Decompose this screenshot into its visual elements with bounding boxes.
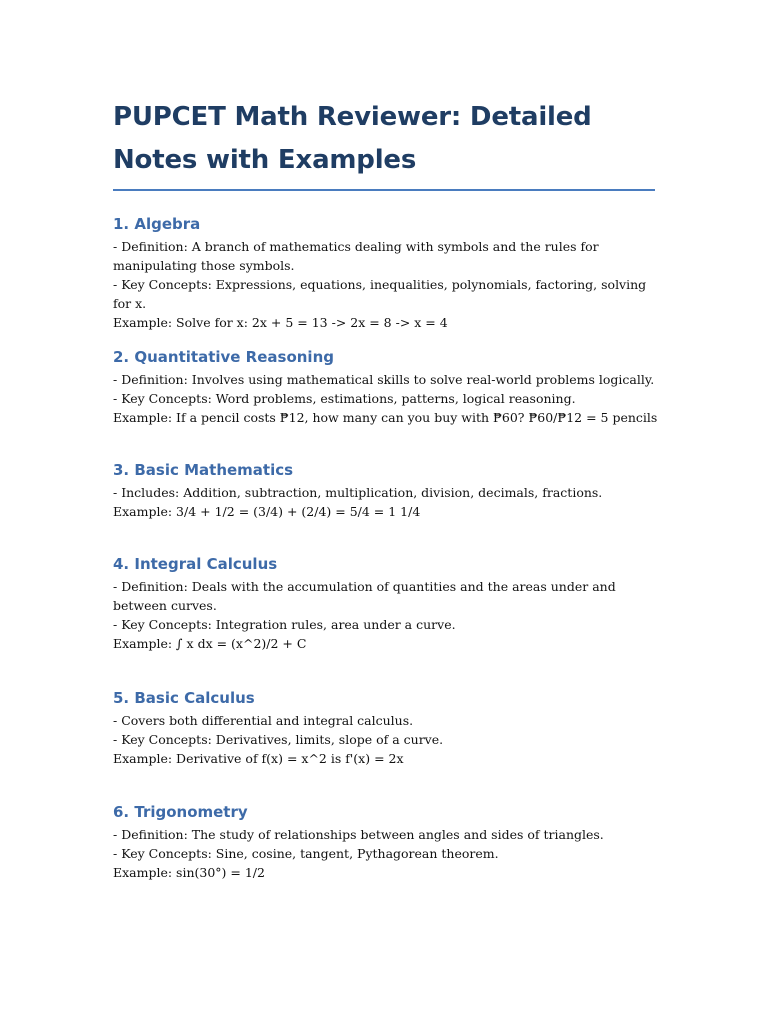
section-heading: 1. Algebra — [113, 215, 201, 233]
section-algebra — [113, 212, 658, 332]
section-line: - Key Concepts: Expressions, equations, inequalities, polynomials, factoring, solving for x. — [113, 277, 647, 311]
section-line: - Key Concepts: Sine, cosine, tangent, Pythagorean theorem. — [113, 846, 499, 861]
section-integral-calculus — [113, 552, 658, 653]
section-line: Example: ∫ x dx = (x^2)/2 + C — [113, 636, 307, 651]
section-line: Example: 3/4 + 1/2 = (3/4) + (2/4) = 5/4 = 1 1/4 — [113, 504, 421, 519]
section-line: - Key Concepts: Word problems, estimations, patterns, logical reasoning. — [113, 391, 576, 406]
section-trigonometry — [113, 800, 604, 882]
section-line: Example: If a pencil costs ₱12, how many can you buy with ₱60? ₱60/₱12 = 5 pencils — [113, 410, 658, 425]
section-heading: 2. Quantitative Reasoning — [113, 348, 334, 366]
section-heading: 3. Basic Mathematics — [113, 461, 294, 479]
section-basic-calculus — [113, 686, 443, 768]
section-basic-mathematics — [113, 458, 602, 521]
section-line: - Includes: Addition, subtraction, multiplication, division, decimals, fractions. — [113, 485, 603, 500]
section-line: Example: sin(30°) = 1/2 — [113, 865, 265, 880]
section-line: - Key Concepts: Integration rules, area under a curve. — [113, 617, 456, 632]
section-heading: 5. Basic Calculus — [113, 689, 255, 707]
section-line: - Definition: Deals with the accumulation of quantities and the areas under and between curves. — [113, 579, 616, 613]
section-line: Example: Derivative of f(x) = x^2 is f'(x) = 2x — [113, 751, 404, 766]
section-line: - Covers both differential and integral calculus. — [113, 713, 414, 728]
section-line: - Definition: The study of relationships between angles and sides of triangles. — [113, 827, 604, 842]
section-heading: 6. Trigonometry — [113, 803, 248, 821]
document-page — [113, 96, 658, 880]
page-title: PUPCET Math Reviewer: Detailed Notes with Examples — [113, 102, 592, 175]
section-quantitative-reasoning — [113, 345, 657, 427]
section-heading: 4. Integral Calculus — [113, 555, 278, 573]
title-divider — [113, 189, 655, 191]
section-line: - Definition: A branch of mathematics dealing with symbols and the rules for manipulating those symbols. — [113, 239, 599, 273]
section-line: - Definition: Involves using mathematical skills to solve real-world problems logically. — [113, 372, 655, 387]
section-line: - Key Concepts: Derivatives, limits, slope of a curve. — [113, 732, 444, 747]
section-line: Example: Solve for x: 2x + 5 = 13 -> 2x = 8 -> x = 4 — [113, 315, 448, 330]
